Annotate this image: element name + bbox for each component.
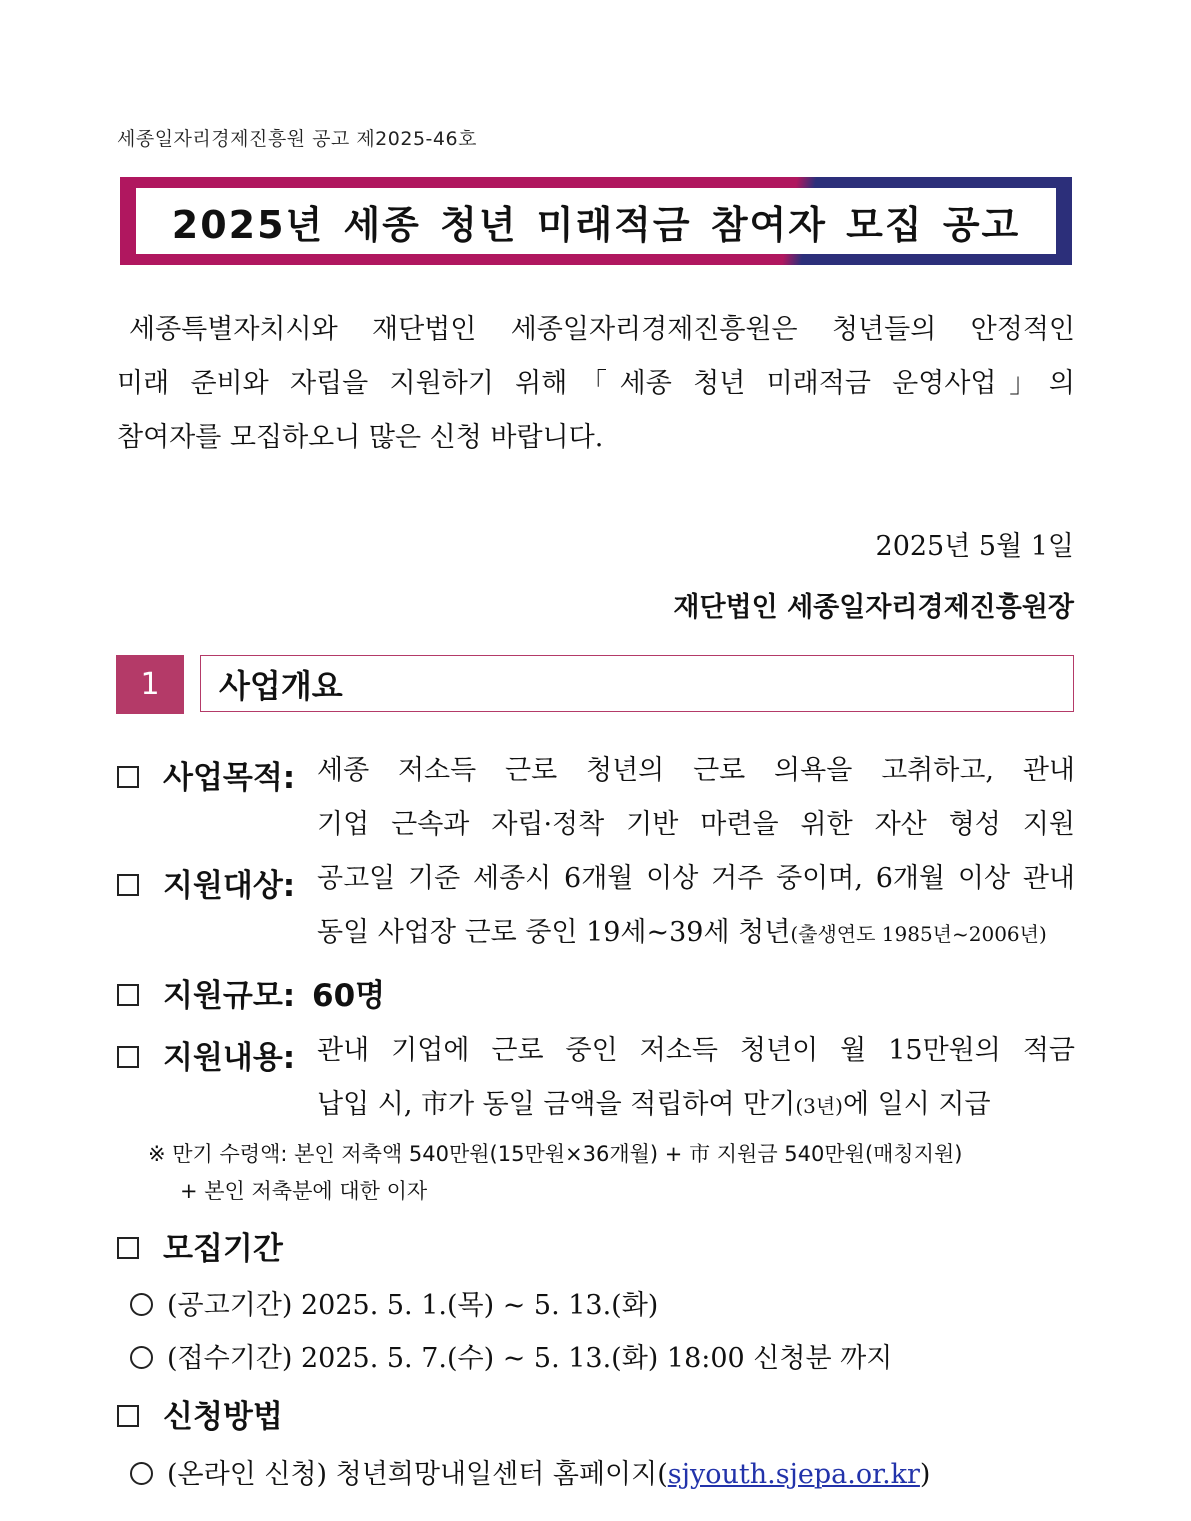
website-link[interactable]: sjyouth.sjepa.or.kr	[667, 1459, 920, 1490]
content-line: 관내 기업에 근로 중인 저소득 청년이 월 15만원의 적금	[317, 1035, 1075, 1066]
notice-date: 2025년 5월 1일	[875, 531, 1074, 562]
title-banner	[120, 177, 1072, 265]
section-number: 1	[116, 655, 184, 714]
checkbox-icon	[117, 1237, 139, 1259]
period-label: 모집기간	[163, 1231, 283, 1267]
checkbox-icon	[117, 766, 139, 788]
content-label: 지원내용:	[163, 1040, 296, 1076]
intro-paragraph	[117, 303, 1075, 465]
checkbox-icon	[117, 1405, 139, 1427]
target-birth-years: (출생연도 1985년~2006년)	[790, 922, 1047, 946]
period-header	[117, 1225, 1075, 1269]
purpose-line: 기업 근속과 자립·정착 기반 마련을 위한 자산 형성 지원	[317, 809, 1075, 840]
method-prefix: (온라인 신청) 청년희망내일센터 홈페이지(	[167, 1459, 668, 1490]
intro-line: 세종특별자치시와 재단법인 세종일자리경제진흥원은 청년들의 안정적인	[129, 314, 1075, 345]
scale-item	[117, 968, 1075, 1018]
scale-label: 지원규모:	[163, 978, 296, 1014]
target-line: 공고일 기준 세종시 6개월 이상 거주 중이며, 6개월 이상 관내	[317, 863, 1075, 894]
scale-value: 60명	[312, 978, 386, 1014]
intro-line: 미래 준비와 자립을 지원하기 위해「세종 청년 미래적금 운영사업」의	[117, 368, 1075, 399]
section-title: 사업개요	[200, 655, 1074, 712]
content-line-2a: 납입 시, 市가 동일 금액을 적립하여 만기	[317, 1089, 796, 1120]
checkbox-icon	[117, 874, 139, 896]
period-item	[130, 1336, 892, 1375]
target-label: 지원대상:	[163, 868, 296, 904]
target-item	[117, 858, 1075, 968]
method-item	[130, 1452, 930, 1491]
content-line-2b: 에 일시 지급	[842, 1089, 991, 1120]
notice-number: 세종일자리경제진흥원 공고 제2025-46호	[117, 128, 477, 150]
content-item	[117, 1030, 1075, 1140]
purpose-item	[117, 750, 1075, 860]
checkbox-icon	[117, 984, 139, 1006]
method-suffix: )	[919, 1459, 931, 1490]
circle-bullet-icon	[130, 1462, 153, 1485]
announcement-period: (공고기간) 2025. 5. 1.(목) ~ 5. 13.(화)	[167, 1290, 659, 1321]
method-label: 신청방법	[163, 1399, 283, 1435]
target-line-main: 동일 사업장 근로 중인 19세~39세 청년	[317, 917, 791, 948]
period-item	[130, 1283, 658, 1322]
page-title: 2025년 세종 청년 미래적금 참여자 모집 공고	[171, 202, 1021, 247]
method-header	[117, 1393, 1075, 1437]
circle-bullet-icon	[130, 1346, 153, 1369]
target-line-2	[317, 906, 1075, 961]
purpose-line: 세종 저소득 근로 청년의 근로 의욕을 고취하고, 관내	[317, 755, 1075, 786]
maturity-note: ※ 만기 수령액: 본인 저축액 540만원(15만원×36개월) + 市 지원금 540만원(매칭지원)	[148, 1142, 963, 1166]
checkbox-icon	[117, 1046, 139, 1068]
issuer-name: 재단법인 세종일자리경제진흥원장	[673, 592, 1074, 623]
content-term: (3년)	[795, 1094, 843, 1118]
circle-bullet-icon	[130, 1293, 153, 1316]
maturity-note-2: + 본인 저축분에 대한 이자	[180, 1179, 428, 1203]
purpose-label: 사업목적:	[163, 760, 296, 796]
content-line-2	[317, 1078, 1075, 1133]
intro-line: 참여자를 모집하오니 많은 신청 바랍니다.	[117, 422, 604, 453]
application-period: (접수기간) 2025. 5. 7.(수) ~ 5. 13.(화) 18:00 신청분 까지	[167, 1343, 893, 1374]
